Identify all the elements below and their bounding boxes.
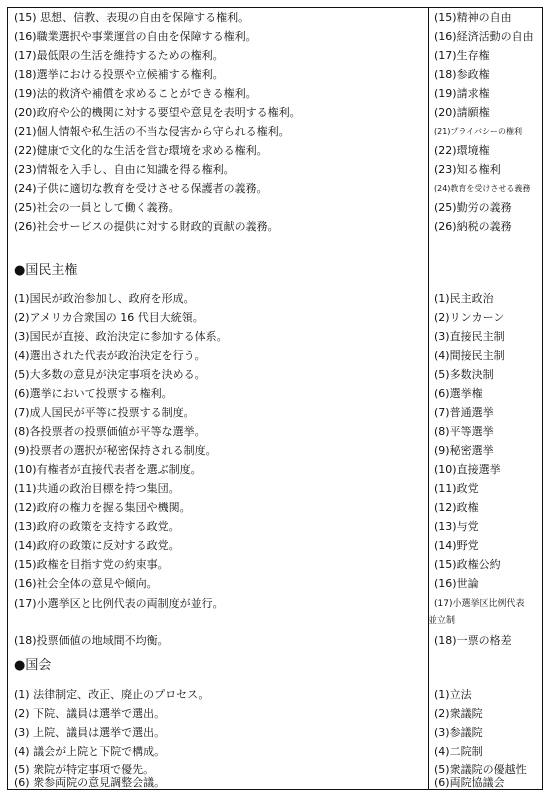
list-item: [8, 180, 542, 198]
question: (15)政権を目指す党の約束事。: [14, 558, 169, 571]
list-item: [8, 705, 542, 723]
list-item: [8, 199, 542, 217]
answer: (2)リンカーン: [434, 311, 505, 324]
list-item: [8, 66, 542, 84]
answer: (15)精神の自由: [434, 11, 512, 24]
answer: (4)二院制: [434, 745, 483, 758]
list-item: [8, 47, 542, 65]
list-item: [8, 142, 542, 160]
list-item: [8, 404, 542, 422]
question: (7)成人国民が平等に投票する制度。: [14, 406, 195, 419]
list-item: [8, 347, 542, 365]
answer: (17)小選挙区比例代表: [434, 599, 525, 609]
section-heading-diet: ●国会: [14, 658, 52, 673]
list-item: [8, 385, 542, 403]
list-item: [8, 774, 542, 792]
answer: (13)与党: [434, 520, 479, 533]
answer: (7)普通選挙: [434, 406, 494, 419]
question: (8)各投票者の投票価値が平等な選挙。: [14, 425, 206, 438]
answer: (20)請願権: [434, 106, 490, 119]
question: (5) 衆院が特定事項で優先。: [14, 763, 155, 776]
answer: (6)両院協議会: [434, 776, 505, 789]
answer: (12)政権: [434, 501, 479, 514]
question: (16)職業選択や事業運営の自由を保障する権利。: [14, 30, 257, 43]
question: (2)アメリカ合衆国の 16 代目大統領。: [14, 311, 204, 324]
list-item-continuation: [8, 612, 542, 630]
answer: (2)衆議院: [434, 707, 483, 720]
question: (4) 議会が上院と下院で構成。: [14, 745, 166, 758]
list-item: [8, 28, 542, 46]
question: (14)政府の政策に反対する政党。: [14, 539, 180, 552]
question: (1)国民が政治参加し、政府を形成。: [14, 292, 195, 305]
answer: (4)間接民主制: [434, 349, 505, 362]
list-item: [8, 743, 542, 761]
answer: (5)衆議院の優越性: [434, 763, 527, 776]
list-item: [8, 366, 542, 384]
list-item: [8, 575, 542, 593]
question: (26)社会サービスの提供に対する財政的貢献の義務。: [14, 220, 279, 233]
list-item: [8, 518, 542, 536]
question: (16)社会全体の意見や傾向。: [14, 577, 158, 590]
list-item: [8, 556, 542, 574]
question: (17)小選挙区と比例代表の両制度が並行。: [14, 597, 224, 610]
question: (10)有権者が直接代表者を選ぶ制度。: [14, 463, 202, 476]
question: (25)社会の一員として働く義務。: [14, 201, 180, 214]
question: (6)選挙において投票する権利。: [14, 387, 173, 400]
answer: (15)政権公約: [434, 558, 501, 571]
list-item: [8, 423, 542, 441]
list-item: [8, 9, 542, 27]
list-item: [8, 724, 542, 742]
answer: (22)環境権: [434, 144, 490, 157]
list-item: [8, 499, 542, 517]
question: (1) 法律制定、改正、廃止のプロセス。: [14, 688, 210, 701]
question: (3)国民が直接、政治決定に参加する体系。: [14, 330, 228, 343]
question: (20)政府や公的機関に対する要望や意見を表明する権利。: [14, 106, 301, 119]
question: (24)子供に適切な教育を受けさせる保護者の義務。: [14, 182, 268, 195]
answer: (18)一票の格差: [434, 634, 512, 647]
answer: (21)プライバシーの権利: [434, 127, 523, 136]
answer: (3)直接民主制: [434, 330, 505, 343]
list-item: [8, 161, 542, 179]
list-item: [8, 218, 542, 236]
question: (4)選出された代表が政治決定を行う。: [14, 349, 206, 362]
list-item: [8, 104, 542, 122]
question: (3) 上院、議員は選挙で選出。: [14, 726, 166, 739]
question: (17)最低限の生活を維持するための権利。: [14, 49, 224, 62]
question: (11)共通の政治目標を持つ集団。: [14, 482, 180, 495]
answer: (10)直接選挙: [434, 463, 501, 476]
answer: (24)教育を受けさせる義務: [434, 184, 531, 193]
question: (18)投票価値の地域間不均衡。: [14, 634, 169, 647]
answer: (16)世論: [434, 577, 479, 590]
list-item: [8, 686, 542, 704]
answer: (3)参議院: [434, 726, 483, 739]
list-item: [8, 537, 542, 555]
answer: (1)立法: [434, 688, 472, 701]
answer: (18)参政権: [434, 68, 490, 81]
question: (5)大多数の意見が決定事項を決める。: [14, 368, 206, 381]
list-item: [8, 328, 542, 346]
answer: (19)請求権: [434, 87, 490, 100]
question: (13)政府の政策を支持する政党。: [14, 520, 180, 533]
answer: (14)野党: [434, 539, 479, 552]
answer: (11)政党: [434, 482, 479, 495]
answer: (25)勤労の義務: [434, 201, 512, 214]
question: (15) 思想、信教、表現の自由を保障する権利。: [14, 11, 250, 24]
answer: (5)多数決制: [434, 368, 494, 381]
list-item: [8, 461, 542, 479]
answer: (26)納税の義務: [434, 220, 512, 233]
question: (19)法的救済や補償を求めることができる権利。: [14, 87, 257, 100]
list-item: [8, 480, 542, 498]
answer: (1)民主政治: [434, 292, 494, 305]
section-heading-sovereignty: ●国民主権: [14, 263, 78, 278]
list-item: [8, 123, 542, 141]
list-item: [8, 632, 542, 650]
answer: (16)経済活動の自由: [434, 30, 534, 43]
answer: (6)選挙権: [434, 387, 483, 400]
list-item: [8, 442, 542, 460]
answer: (23)知る権利: [434, 163, 501, 176]
question: (23)情報を入手し、自由に知識を得る権利。: [14, 163, 235, 176]
question: (12)政府の権力を握る集団や機関。: [14, 501, 191, 514]
question: (21)個人情報や私生活の不当な侵害から守られる権利。: [14, 125, 290, 138]
answer: (17)生存権: [434, 49, 490, 62]
worksheet-table: [7, 7, 543, 790]
list-item: [8, 290, 542, 308]
question: (2) 下院、議員は選挙で選出。: [14, 707, 166, 720]
list-item: [8, 595, 542, 613]
list-item: [8, 85, 542, 103]
answer-continued: 並立制: [428, 616, 456, 626]
question: (18)選挙における投票や立候補する権利。: [14, 68, 224, 81]
question: (22)健康で文化的な生活を営む環境を求める権利。: [14, 144, 268, 157]
question: (6) 衆参両院の意見調整会議。: [14, 776, 166, 789]
answer: (9)秘密選挙: [434, 444, 494, 457]
answer: (8)平等選挙: [434, 425, 494, 438]
list-item: [8, 309, 542, 327]
question: (9)投票者の選択が秘密保持される制度。: [14, 444, 217, 457]
